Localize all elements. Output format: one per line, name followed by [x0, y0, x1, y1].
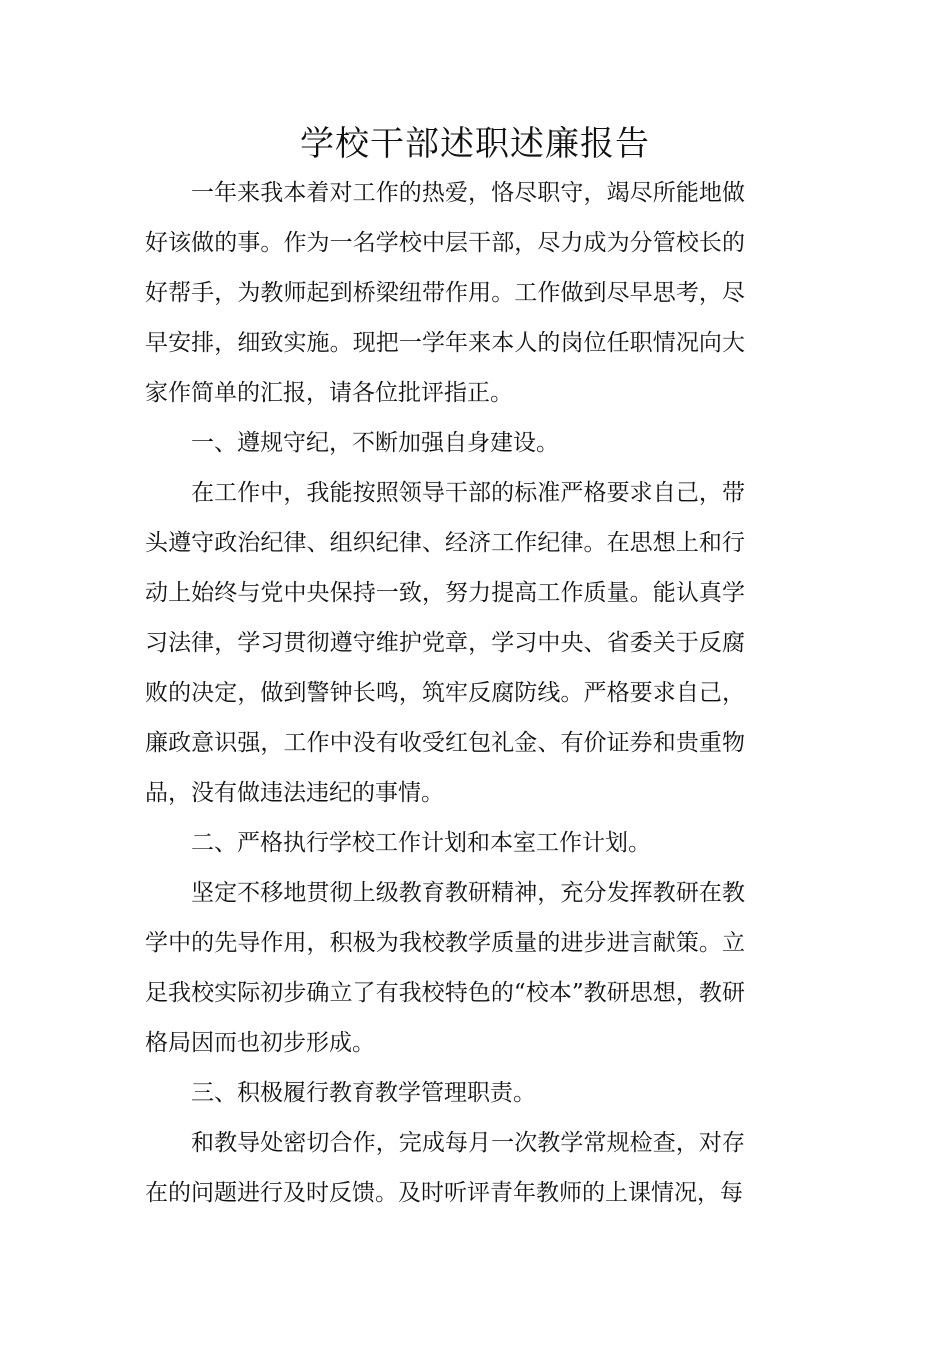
section-1-paragraph: 在工作中，我能按照领导干部的标准严格要求自己，带头遵守政治纪律、组织纪律、经济工作纪律。在思想上和行动上始终与党中央保持一致，努力提高工作质量。能认真学习法律，学习贯彻遵守维护党章，学习中央、省委关于反腐败的决定，做到警钟长鸣，筑牢反腐防线。严格要求自己，廉政意识强，工作中没有收受红包礼金、有价证券和贵重物品，没有做违法违纪的事情。: [145, 480, 745, 806]
section-3-paragraph: 和教导处密切合作，完成每月一次教学常规检查，对存在的问题进行及时反馈。及时听评青年教师的上课情况，每: [145, 1130, 745, 1206]
document-body: [145, 168, 745, 1218]
section-heading-3: 三、积极履行教育教学管理职责。: [191, 1080, 536, 1106]
section-heading-1: 一、遵规守纪，不断加强自身建设。: [191, 430, 559, 456]
intro-paragraph: 一年来我本着对工作的热爱，恪尽职守，竭尽所能地做好该做的事。作为一名学校中层干部，尽力成为分管校长的好帮手，为教师起到桥梁纽带作用。工作做到尽早思考，尽早安排，细致实施。现把一学年来本人的岗位任职情况向大家作简单的汇报，请各位批评指正。: [145, 180, 745, 406]
section-heading-2: 二、严格执行学校工作计划和本室工作计划。: [191, 830, 651, 856]
section-2-paragraph: 坚定不移地贯彻上级教育教研精神，充分发挥教研在教学中的先导作用，积极为我校教学质量的进步进言献策。立足我校实际初步确立了有我校特色的“校本”教研思想，教研格局因而也初步形成。: [145, 880, 745, 1056]
document-title: 学校干部述职述廉报告: [300, 124, 650, 164]
